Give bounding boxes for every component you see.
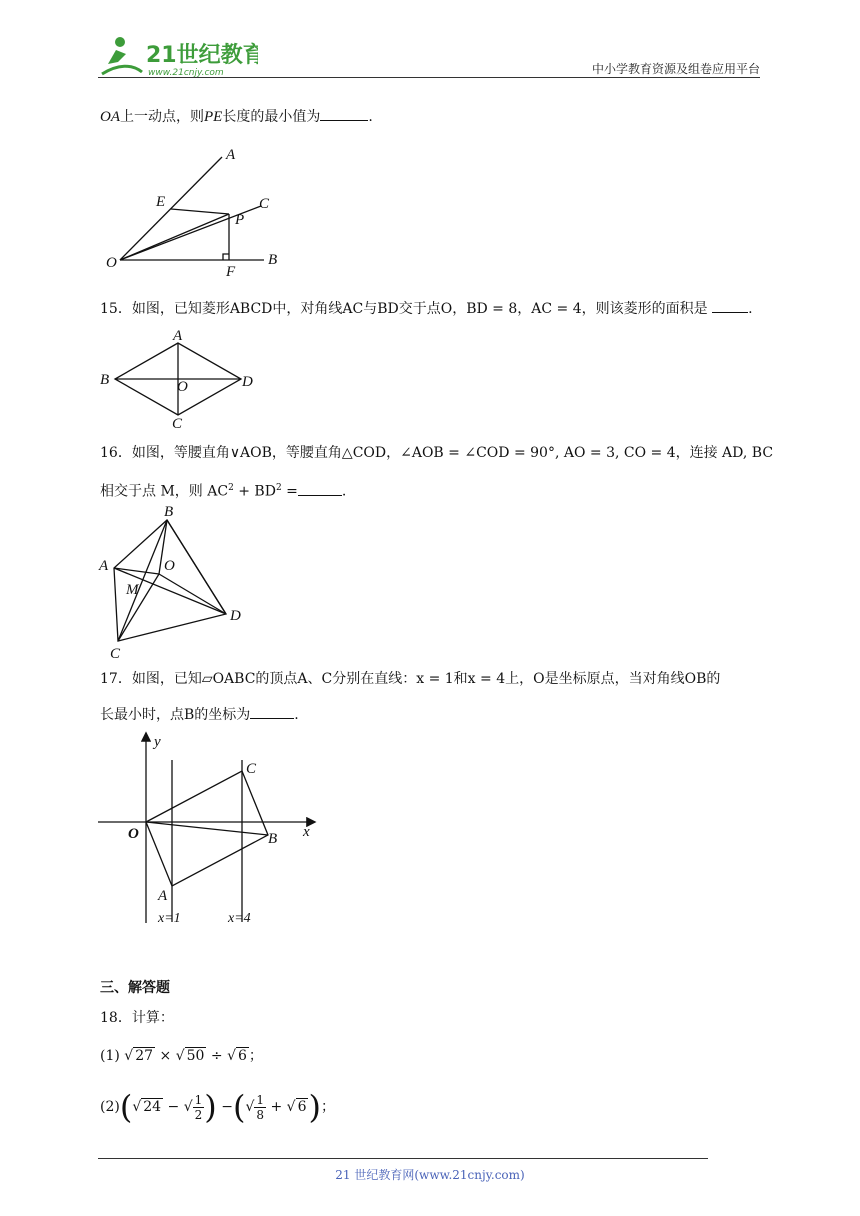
q18-p1-label: (1) (100, 1048, 120, 1064)
q16-period: . (341, 483, 347, 500)
times-op: × (159, 1048, 172, 1064)
q15-period: . (748, 301, 753, 317)
label-d: D (242, 374, 253, 390)
q16-line1: 16．如图，等腰直角∨AOB，等腰直角△COD，∠AOB = ∠COD = 90°, AO = 3, CO = 4，连接 AD, BC (100, 445, 774, 461)
label-e: E (156, 194, 166, 210)
q16-sup1: 2 (228, 483, 234, 493)
q14-oa: OA (100, 109, 120, 125)
label-o: O (128, 826, 139, 842)
label-a: A (99, 558, 109, 574)
fraction-half: $\frac{1}{2}$ (194, 1092, 203, 1122)
q18-p2-a: 24 (143, 1099, 162, 1115)
label-c: C (259, 196, 270, 212)
label-b: B (100, 372, 110, 388)
label-c: C (110, 646, 121, 662)
sqrt-symbol: √ (245, 1099, 255, 1115)
header-platform-text: 中小学教育资源及组卷应用平台 (591, 62, 760, 76)
header-divider (98, 77, 760, 78)
q18-p1-end: ； (248, 1048, 263, 1064)
plus-op: + (270, 1099, 283, 1115)
q15-text (100, 298, 753, 319)
q18-p2-end: ； (320, 1099, 335, 1115)
site-logo (98, 34, 258, 78)
sqrt-symbol: √ (132, 1099, 142, 1115)
q15-question: 15．如图，已知菱形ABCD中，对角线AC与BD交于点O，BD = 8，AC = 4，则该菱形的面积是 (100, 301, 708, 317)
q16-line2 (100, 478, 346, 502)
label-o: O (164, 558, 175, 574)
logo-runner-icon (98, 34, 258, 78)
minus-op: − (167, 1099, 180, 1115)
q18-p1-b: 50 (186, 1048, 205, 1064)
logo-text: 21世纪教育 (146, 43, 258, 68)
label-a: A (158, 888, 168, 904)
q14-period: . (368, 109, 373, 125)
sqrt-symbol: √ (183, 1099, 193, 1115)
divide-op: ÷ (210, 1048, 223, 1064)
q18-part1 (100, 1046, 263, 1066)
q14-pe: PE (204, 109, 223, 125)
q18-p2-label: (2) (100, 1099, 120, 1115)
label-x-eq-4: x=4 (228, 911, 251, 926)
logo-url: www.21cnjy.com (148, 68, 224, 78)
q17-line1: 17．如图，已知▱OABC的顶点A、C分别在直线：x = 1和x = 4上，O是坐标原点，当对角线OB的 (100, 671, 721, 687)
q14-figure (98, 142, 298, 282)
q17-figure (96, 728, 326, 928)
q14-text (100, 106, 373, 127)
q16-figure (96, 502, 256, 662)
q16-bd: + BD (233, 483, 276, 500)
fraction-eighth: $\frac{1}{8}$ (256, 1092, 264, 1122)
q15-figure (98, 326, 268, 432)
answer-blank (250, 704, 294, 719)
q14-tail-end: 长度的最小值为 (222, 109, 321, 125)
label-m: M (126, 582, 139, 598)
label-d: D (230, 608, 241, 624)
label-p: P (235, 212, 245, 228)
label-x-eq-1: x=1 (158, 911, 181, 926)
section-title: 三、解答题 (100, 980, 170, 996)
q18-part2 (100, 1090, 335, 1130)
q16-ac: 相交于点 M，则 AC (100, 483, 229, 500)
q17-period: . (294, 707, 299, 723)
label-f: F (226, 264, 236, 280)
answer-blank (320, 106, 368, 121)
right-paren: ) (204, 1088, 217, 1126)
label-c: C (172, 416, 183, 432)
label-x: x (303, 824, 310, 840)
label-b: B (164, 504, 174, 520)
label-o: O (177, 379, 188, 395)
label-o: O (106, 255, 117, 271)
answer-blank (298, 481, 342, 496)
label-a: A (226, 147, 236, 163)
sqrt-symbol: √ (227, 1048, 236, 1064)
footer-divider (98, 1158, 708, 1159)
label-c: C (246, 761, 257, 777)
q16-equals: = (281, 483, 298, 500)
q14-tail: 上一动点，则 (120, 109, 204, 125)
minus-op: − (221, 1099, 233, 1115)
label-y: y (154, 734, 161, 750)
left-paren: ( (232, 1088, 246, 1126)
sqrt-symbol: √ (286, 1099, 296, 1115)
q16-sup2: 2 (275, 483, 282, 493)
right-paren: ) (308, 1088, 321, 1126)
answer-blank (712, 298, 748, 313)
sqrt-symbol: √ (175, 1048, 185, 1064)
q18-p1-a: 27 (135, 1048, 154, 1064)
footer-text: 21 世纪教育网(www.21cnjy.com) (335, 1168, 525, 1182)
q18-p1-c: 6 (238, 1048, 247, 1064)
q17-question: 长最小时，点B的坐标为 (100, 707, 251, 723)
q18-title: 18．计算： (100, 1010, 174, 1026)
sqrt-symbol: √ (124, 1048, 134, 1064)
label-a: A (173, 328, 183, 344)
q18-p2-c: 6 (297, 1099, 307, 1115)
label-b: B (268, 252, 278, 268)
label-b: B (268, 831, 278, 847)
q17-line2 (100, 704, 299, 725)
left-paren: ( (119, 1088, 133, 1126)
